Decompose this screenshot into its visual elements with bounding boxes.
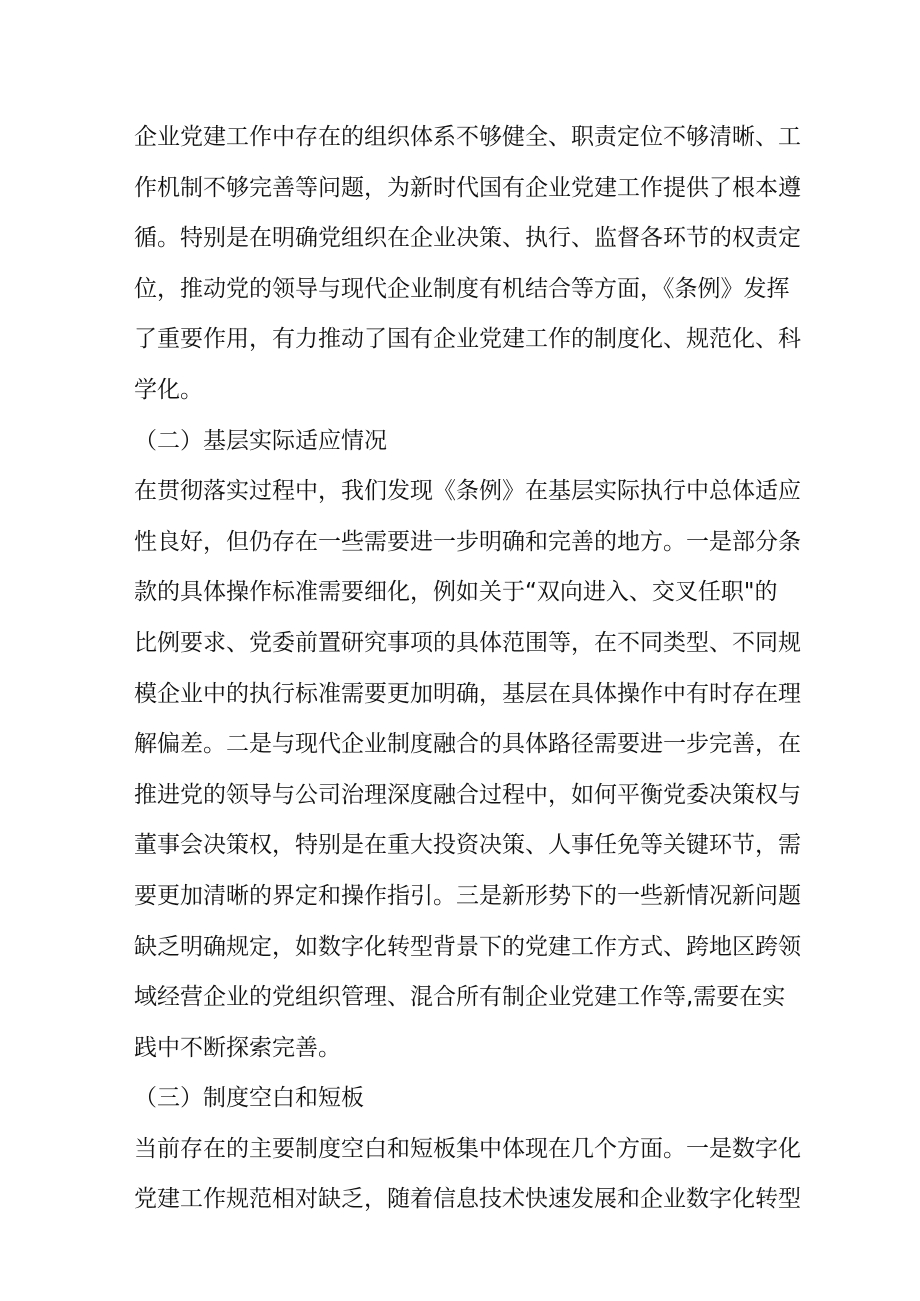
paragraph-line: 款的具体操作标准需要细化，例如关于“双向进入、交叉任职"的 [134,579,778,606]
document-body [134,112,800,1225]
paragraph-line: 了重要作用，有力推动了国有企业党建工作的制度化、规范化、科 [134,326,801,353]
paragraph-line: 践中不断探索完善。 [134,1034,341,1061]
paragraph-line: 比例要求、党委前置研究事项的具体范围等，在不同类型、不同规 [134,629,801,656]
paragraph-line: 位，推动党的领导与现代企业制度有机结合等方面，《条例》发挥 [134,275,790,302]
paragraph-line: 董事会决策权，特别是在重大投资决策、人事任免等关键环节，需 [134,832,801,859]
paragraph-line: 作机制不够完善等问题，为新时代国有企业党建工作提供了根本遵 [134,174,801,201]
paragraph-line: 当前存在的主要制度空白和短板集中体现在几个方面。一是数字化 [134,1135,801,1162]
paragraph-line: 推进党的领导与公司治理深度融合过程中，如何平衡党委决策权与 [134,781,801,808]
section-heading: （二）基层实际适应情况 [134,427,387,454]
paragraph-line: 学化。 [134,376,203,403]
section-heading: （三）制度空白和短板 [134,1085,364,1112]
paragraph-line: 域经营企业的党组织管理、混合所有制企业党建工作等,需要在实 [134,984,786,1011]
paragraph-line: 党建工作规范相对缺乏，随着信息技术快速发展和企业数字化转型 [134,1186,801,1213]
paragraph-line: 在贯彻落实过程中，我们发现《条例》在基层实际执行中总体适应 [134,478,801,505]
paragraph-line: 性良好，但仍存在一些需要进一步明确和完善的地方。一是部分条 [134,528,801,555]
paragraph-line: 要更加清晰的界定和操作指引。三是新形势下的一些新情况新问题 [134,882,801,909]
paragraph-line: 解偏差。二是与现代企业制度融合的具体路径需要进一步完善，在 [134,731,801,758]
paragraph-line: 循。特别是在明确党组织在企业决策、执行、监督各环节的权责定 [134,225,801,252]
paragraph-line: 缺乏明确规定，如数字化转型背景下的党建工作方式、跨地区跨领 [134,933,801,960]
paragraph-line: 模企业中的执行标准需要更加明确，基层在具体操作中有时存在理 [134,680,801,707]
paragraph-line: 企业党建工作中存在的组织体系不够健全、职责定位不够清晰、工 [134,124,801,150]
